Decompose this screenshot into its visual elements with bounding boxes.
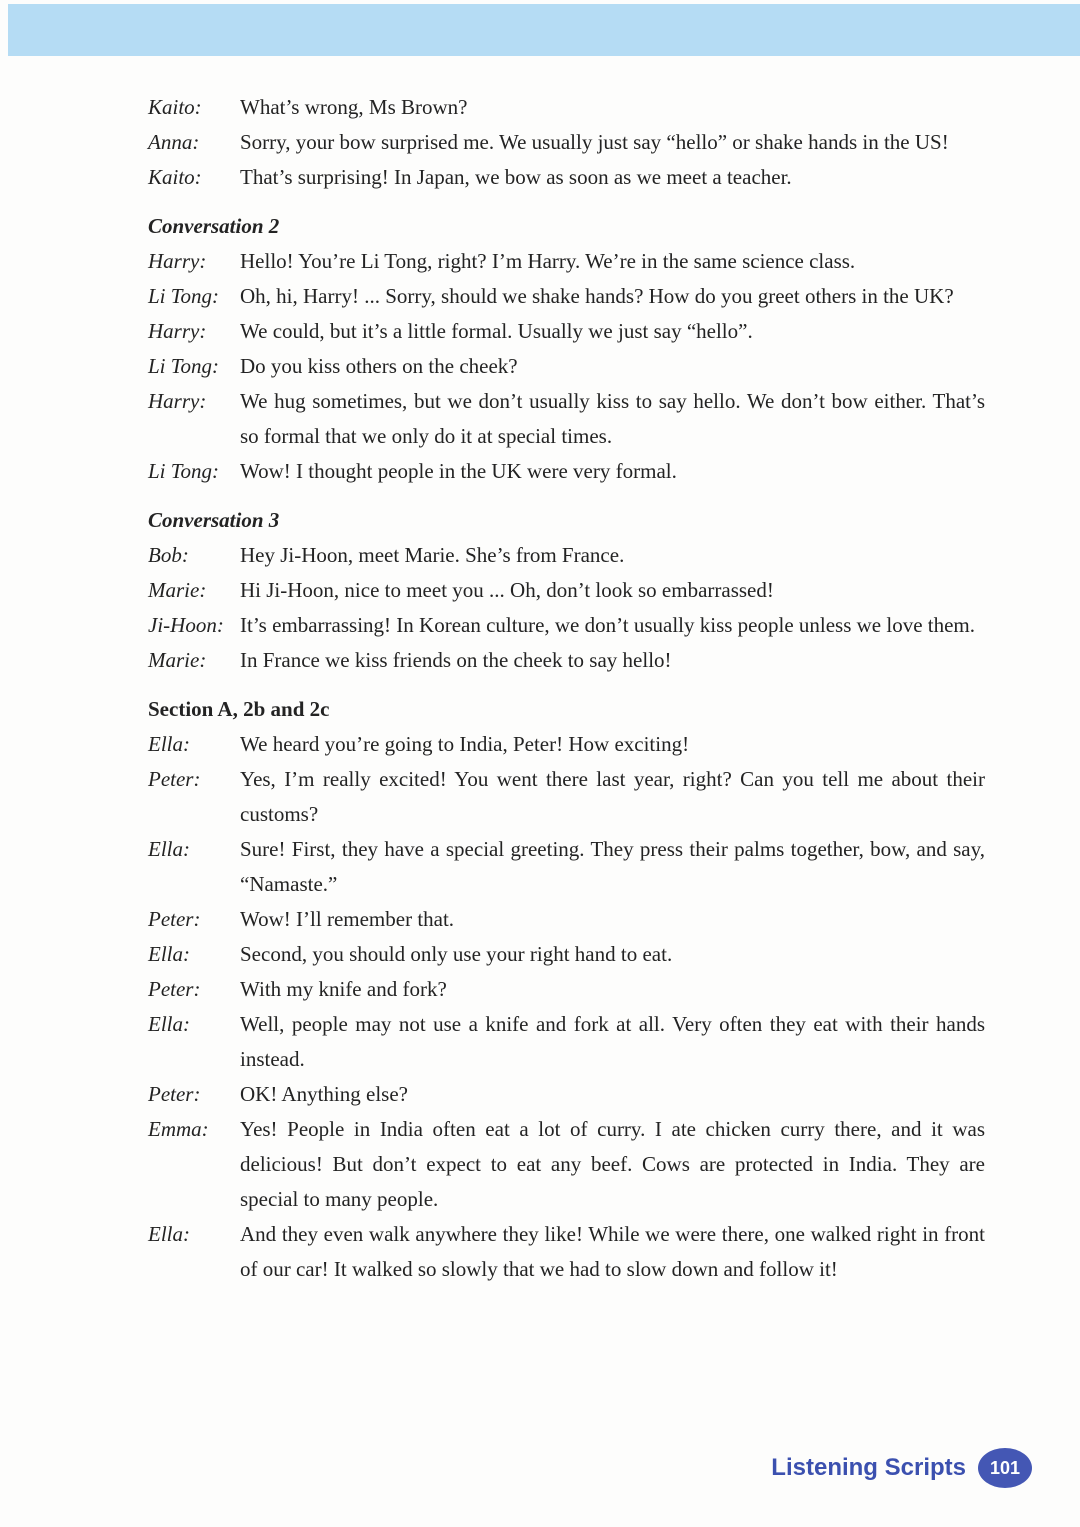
dialogue-text: And they even walk anywhere they like! While we were there, one walked right in front of our car! It walked so slowly that we had to slow down and follow it!: [240, 1222, 985, 1281]
dialogue-line: [148, 902, 985, 937]
dialogue-line: [148, 573, 985, 608]
speaker-label: Peter:: [148, 977, 201, 1001]
dialogue-line: [148, 244, 985, 279]
dialogue-text: That’s surprising! In Japan, we bow as soon as we meet a teacher.: [240, 165, 792, 189]
dialogue-text: We hug sometimes, but we don’t usually kiss to say hello. We don’t bow either. That’s so formal that we only do it at special times.: [240, 389, 985, 448]
speaker-label: Peter:: [148, 767, 201, 791]
section-heading: Conversation 3: [148, 508, 280, 532]
dialogue-line: [148, 1007, 985, 1077]
speaker-label: Ella:: [148, 1222, 190, 1246]
listening-script-content: [148, 90, 985, 1301]
speaker-label: Anna:: [148, 130, 200, 154]
dialogue-text: In France we kiss friends on the cheek to say hello!: [240, 648, 672, 672]
speaker-label: Li Tong:: [148, 354, 220, 378]
dialogue-line: [148, 314, 985, 349]
speaker-label: Ella:: [148, 1012, 190, 1036]
section-heading: Section A, 2b and 2c: [148, 697, 330, 721]
dialogue-line: [148, 762, 985, 832]
dialogue-line: [148, 1077, 985, 1112]
speaker-label: Harry:: [148, 319, 207, 343]
page-number: 101: [989, 1457, 1021, 1478]
dialogue-line: [148, 349, 985, 384]
speaker-label: Harry:: [148, 249, 207, 273]
dialogue-text: Hello! You’re Li Tong, right? I’m Harry. We’re in the same science class.: [240, 249, 856, 273]
dialogue-text: What’s wrong, Ms Brown?: [240, 95, 468, 119]
speaker-label: Li Tong:: [148, 459, 220, 483]
speaker-label: Peter:: [148, 1082, 201, 1106]
footer-title: Listening Scripts: [771, 1454, 966, 1481]
speaker-label: Li Tong:: [148, 284, 220, 308]
dialogue-text: With my knife and fork?: [240, 977, 447, 1001]
dialogue-section: [148, 90, 985, 195]
page-number-badge: [978, 1448, 1032, 1488]
speaker-label: Ella:: [148, 732, 190, 756]
speaker-label: Peter:: [148, 907, 201, 931]
dialogue-text: We heard you’re going to India, Peter! How exciting!: [240, 732, 690, 756]
speaker-label: Ella:: [148, 942, 190, 966]
speaker-label: Kaito:: [148, 165, 202, 189]
dialogue-line: [148, 454, 985, 489]
dialogue-line: [148, 972, 985, 1007]
dialogue-text: Hey Ji-Hoon, meet Marie. She’s from France.: [240, 543, 625, 567]
footer: [771, 1448, 1032, 1488]
dialogue-text: We could, but it’s a little formal. Usually we just say “hello”.: [240, 319, 753, 343]
dialogue-text: OK! Anything else?: [240, 1082, 408, 1106]
speaker-label: Bob:: [148, 543, 189, 567]
dialogue-section: [148, 503, 985, 678]
dialogue-text: Yes, I’m really excited! You went there last year, right? Can you tell me about their customs?: [240, 767, 985, 826]
dialogue-section: [148, 209, 985, 489]
dialogue-line: [148, 727, 985, 762]
dialogue-line: [148, 279, 985, 314]
dialogue-text: Wow! I thought people in the UK were very formal.: [240, 459, 677, 483]
section-heading: Conversation 2: [148, 214, 280, 238]
dialogue-text: Do you kiss others on the cheek?: [240, 354, 518, 378]
dialogue-text: Well, people may not use a knife and fork at all. Very often they eat with their hands instead.: [240, 1012, 985, 1071]
dialogue-line: [148, 1112, 985, 1217]
dialogue-line: [148, 538, 985, 573]
dialogue-line: [148, 160, 985, 195]
dialogue-line: [148, 937, 985, 972]
dialogue-text: Second, you should only use your right hand to eat.: [240, 942, 673, 966]
speaker-label: Emma:: [148, 1117, 209, 1141]
dialogue-text: Yes! People in India often eat a lot of curry. I ate chicken curry there, and it was delicious! But don’t expect to eat any beef. Cows are protected in India. They are special to many people.: [240, 1117, 985, 1211]
speaker-label: Ji-Hoon:: [148, 613, 224, 637]
dialogue-line: [148, 384, 985, 454]
speaker-label: Kaito:: [148, 95, 202, 119]
dialogue-text: Wow! I’ll remember that.: [240, 907, 455, 931]
dialogue-text: Sure! First, they have a special greeting. They press their palms together, bow, and say, “Namaste.”: [240, 837, 985, 896]
speaker-label: Marie:: [148, 648, 207, 672]
dialogue-text: It’s embarrassing! In Korean culture, we don’t usually kiss people unless we love them.: [240, 613, 976, 637]
speaker-label: Marie:: [148, 578, 207, 602]
dialogue-text: Oh, hi, Harry! ... Sorry, should we shake hands? How do you greet others in the UK?: [240, 284, 954, 308]
dialogue-line: [148, 643, 985, 678]
top-decorative-band: [8, 4, 1080, 56]
dialogue-section: [148, 692, 985, 1287]
dialogue-line: [148, 125, 985, 160]
dialogue-line: [148, 832, 985, 902]
speaker-label: Harry:: [148, 389, 207, 413]
dialogue-text: Sorry, your bow surprised me. We usually just say “hello” or shake hands in the US!: [240, 130, 949, 154]
speaker-label: Ella:: [148, 837, 190, 861]
dialogue-text: Hi Ji-Hoon, nice to meet you ... Oh, don’t look so embarrassed!: [240, 578, 774, 602]
dialogue-line: [148, 90, 985, 125]
dialogue-line: [148, 608, 985, 643]
dialogue-line: [148, 1217, 985, 1287]
